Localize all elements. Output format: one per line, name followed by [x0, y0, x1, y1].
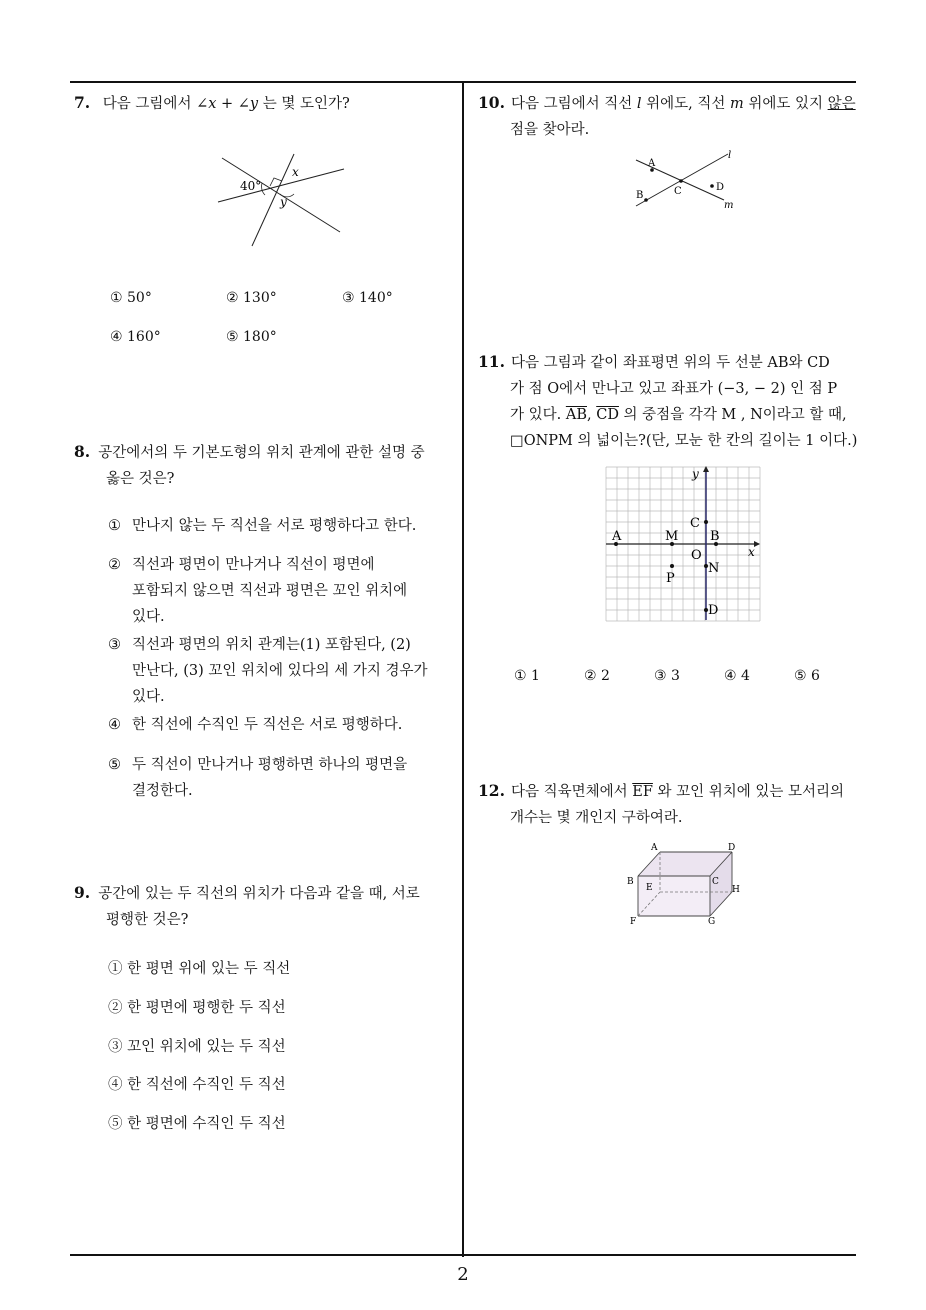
- option-mark: ①: [108, 518, 121, 534]
- option-4[interactable]: ④ 4: [724, 668, 750, 684]
- option-4[interactable]: ④ 160°: [110, 329, 161, 345]
- segment-ab: $\overline{AB}$: [565, 407, 587, 423]
- label-c: C: [690, 516, 700, 531]
- label-h: H: [732, 885, 740, 895]
- label-40: 40°: [240, 179, 262, 193]
- option-text: 만나지 않는 두 직선을 서로 평행하다고 한다.: [132, 518, 417, 534]
- q8-option-1[interactable]: [108, 513, 416, 539]
- label-y: y: [692, 467, 699, 481]
- label-y: y: [280, 195, 287, 209]
- option-mark: ②: [108, 557, 121, 573]
- question-text: 위에도, 직선: [641, 96, 730, 112]
- front-face: [638, 876, 710, 916]
- label-m: m: [724, 200, 734, 211]
- q8-option-3[interactable]: [108, 632, 428, 710]
- label-b: B: [627, 877, 634, 887]
- question-number: 8.: [74, 442, 91, 461]
- q9-option-1[interactable]: ① 한 평면 위에 있는 두 직선: [108, 961, 291, 977]
- question-text: 위에도 있지: [743, 96, 828, 112]
- question-line-1: 공간에 있는 두 직선의 위치가 다음과 같을 때, 서로: [98, 886, 420, 902]
- label-d: D: [728, 843, 736, 853]
- segment-ef: $\overline{EF}$: [632, 784, 653, 800]
- question-text: 가 있다.: [510, 407, 566, 423]
- option-1[interactable]: ① 50°: [110, 290, 152, 306]
- question-text: 다음 그림에서: [102, 96, 197, 112]
- underlined-word: 않은: [827, 96, 856, 112]
- option-text: 두 직선이 만나거나 평행하면 하나의 평면을: [132, 757, 408, 773]
- label-b: B: [636, 190, 644, 201]
- line-l-label: l: [636, 96, 642, 112]
- question-number: 10.: [478, 93, 505, 112]
- label-a: A: [651, 843, 658, 853]
- q12-cuboid: [624, 840, 744, 928]
- separator: ,: [587, 407, 597, 423]
- line-m-label: m: [729, 96, 744, 112]
- option-mark: ③: [108, 637, 121, 653]
- q9-option-3[interactable]: ③ 꼬인 위치에 있는 두 직선: [108, 1039, 286, 1055]
- question-number: 9.: [74, 883, 91, 902]
- option-text: 있다.: [132, 609, 165, 625]
- question-line-2: 점을 찾아라.: [510, 122, 590, 138]
- label-c: C: [712, 877, 719, 887]
- option-5[interactable]: ⑤ 6: [794, 668, 820, 684]
- label-n: N: [708, 561, 720, 576]
- question-text-end: 는 몇 도인가?: [258, 96, 350, 112]
- option-2[interactable]: ② 2: [584, 668, 610, 684]
- label-l: l: [728, 150, 732, 161]
- q9-option-5[interactable]: ⑤ 한 평면에 수직인 두 직선: [108, 1116, 286, 1132]
- question-11: [478, 349, 868, 454]
- question-7: [74, 90, 350, 117]
- column-divider: [462, 82, 464, 1257]
- label-d: D: [716, 182, 725, 193]
- formula: ∠x + ∠y: [196, 96, 259, 112]
- question-line-2: 옳은 것은?: [106, 471, 175, 487]
- q7-figure: [210, 150, 350, 250]
- bottom-rule: [70, 1254, 856, 1256]
- q8-option-2[interactable]: [108, 552, 407, 630]
- question-12: [478, 778, 868, 831]
- question-text: 의 중점을 각각 M , N이라고 할 때,: [618, 407, 847, 423]
- label-o: O: [691, 548, 702, 563]
- option-mark: ⑤: [108, 757, 121, 773]
- label-g: G: [708, 917, 716, 927]
- question-text: 다음 그림에서 직선: [510, 96, 637, 112]
- point-d: [710, 184, 714, 188]
- option-2[interactable]: ② 130°: [226, 290, 277, 306]
- label-x: x: [748, 545, 755, 559]
- question-line-2: 가 점 O에서 만나고 있고 좌표가 (−3, − 2) 인 점 P: [510, 381, 838, 397]
- label-m: M: [665, 529, 679, 544]
- q9-option-2[interactable]: ② 한 평면에 평행한 두 직선: [108, 1000, 286, 1016]
- line-3: [252, 154, 294, 246]
- question-text: 와 꼬인 위치에 있는 모서리의: [652, 784, 845, 800]
- question-8: [74, 439, 464, 492]
- question-number: 11.: [478, 352, 505, 371]
- point-c: [704, 520, 708, 524]
- label-a: A: [612, 529, 622, 544]
- point-c: [679, 179, 683, 183]
- q9-option-4[interactable]: ④ 한 직선에 수직인 두 직선: [108, 1077, 286, 1093]
- option-3[interactable]: ③ 3: [654, 668, 680, 684]
- option-1[interactable]: ① 1: [514, 668, 540, 684]
- label-x: x: [292, 165, 299, 179]
- question-text: 다음 직육면체에서: [510, 784, 633, 800]
- question-line-4: □ONPM 의 넓이는?(단, 모눈 한 칸의 길이는 1 이다.): [510, 433, 858, 449]
- question-line-1: 공간에서의 두 기본도형의 위치 관계에 관한 설명 중: [98, 445, 425, 461]
- label-f: F: [630, 917, 637, 927]
- point-p: [670, 564, 674, 568]
- label-d: D: [708, 603, 719, 618]
- option-text: 직선과 평면의 위치 관계는(1) 포함된다, (2): [132, 637, 411, 653]
- page-number: 2: [457, 1264, 469, 1285]
- option-text: 직선과 평면이 만나거나 직선이 평면에: [132, 557, 375, 573]
- q11-coordinate-grid: [600, 462, 765, 624]
- question-number: 7.: [74, 93, 91, 112]
- question-line-2: 평행한 것은?: [106, 912, 189, 928]
- option-text: 한 직선에 수직인 두 직선은 서로 평행하다.: [132, 717, 403, 733]
- question-number: 12.: [478, 781, 505, 800]
- option-5[interactable]: ⑤ 180°: [226, 329, 277, 345]
- option-text: 결정한다.: [132, 783, 193, 799]
- option-text: 포함되지 않으면 직선과 평면은 꼬인 위치에: [132, 583, 408, 599]
- question-line-1: 다음 그림과 같이 좌표평면 위의 두 선분 AB와 CD: [510, 355, 830, 371]
- label-b: B: [710, 529, 720, 544]
- question-line-2: 개수는 몇 개인지 구하여라.: [510, 810, 683, 826]
- q10-figure: [628, 146, 748, 212]
- label-e: E: [646, 883, 653, 893]
- option-mark: ④: [108, 717, 121, 733]
- option-text: 만난다, (3) 꼬인 위치에 있다의 세 가지 경우가: [132, 663, 428, 679]
- q8-option-5[interactable]: [108, 752, 407, 804]
- question-10: [478, 90, 868, 143]
- q8-option-4[interactable]: [108, 712, 402, 738]
- label-a: A: [648, 158, 656, 169]
- label-c: C: [674, 186, 682, 197]
- point-b: [644, 198, 648, 202]
- option-3[interactable]: ③ 140°: [342, 290, 393, 306]
- label-p: P: [666, 571, 675, 586]
- segment-cd: $\overline{CD}$: [596, 407, 619, 423]
- x-axis-arrow: [754, 541, 760, 547]
- question-9: [74, 880, 464, 933]
- option-text: 있다.: [132, 689, 165, 705]
